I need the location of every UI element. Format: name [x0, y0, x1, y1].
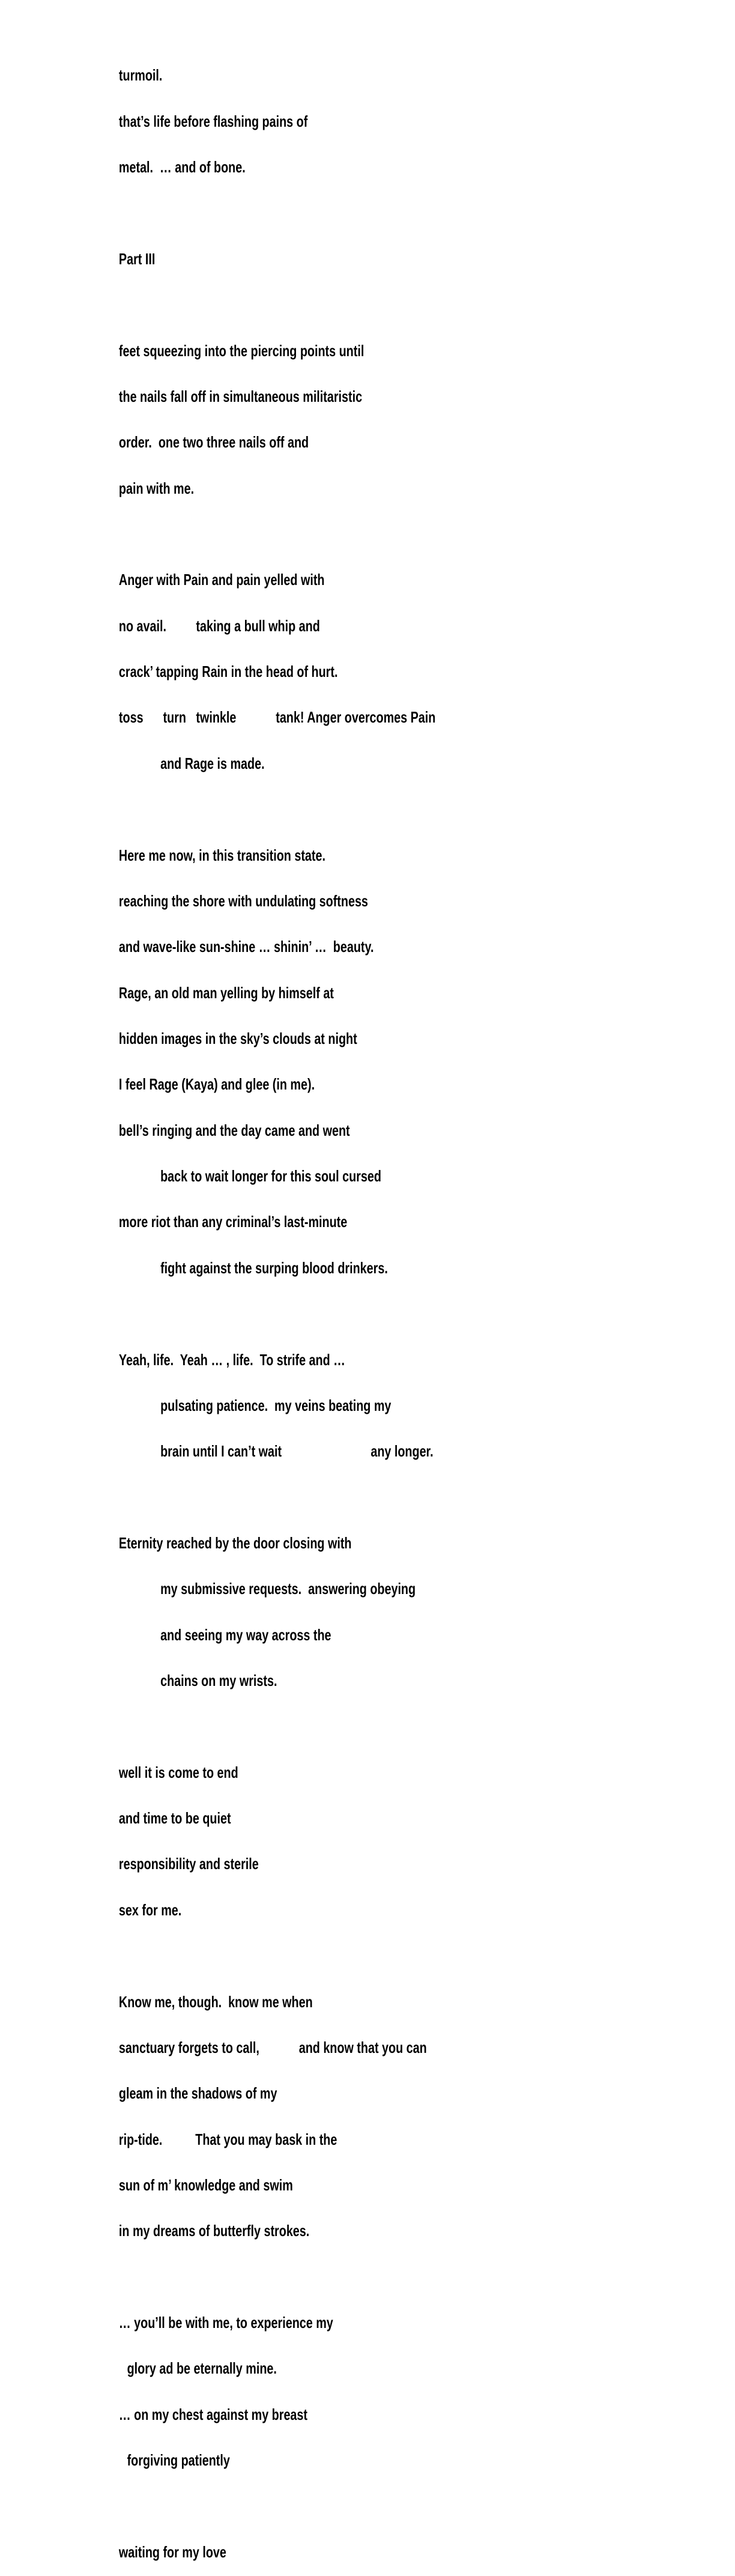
poem-line-text: Yeah, life. Yeah … , life. To strife and …	[118, 1350, 345, 1369]
poem-line-text: … on my chest against my breast	[118, 2405, 307, 2423]
poem-line-text	[119, 2497, 122, 2515]
poem-line	[92, 832, 686, 878]
poem-line	[92, 1383, 686, 1428]
poem-line-text: the nails fall off in simultaneous militaristic	[118, 387, 363, 405]
poem-line	[92, 420, 686, 465]
poem-line-text: toss turn twinkle tank! Anger overcomes Pain	[118, 708, 436, 727]
poem-line	[92, 512, 686, 557]
poem-line	[92, 1796, 686, 1841]
poem-line-text: forgiving patiently	[127, 2451, 230, 2470]
poem-line	[92, 2300, 686, 2346]
poem-text-block	[92, 53, 686, 2575]
poem-line-text: pulsating patience. my veins beating my	[160, 1396, 392, 1414]
poem-line-text: … you’ll be with me, to experience my	[118, 2314, 333, 2332]
poem-line	[92, 1245, 686, 1291]
poem-line-text	[119, 1488, 122, 1506]
poem-line-text: turmoil.	[118, 66, 163, 85]
poem-line	[92, 649, 686, 695]
poem-line-text: and time to be quiet	[118, 1809, 231, 1828]
poem-line-text	[119, 1305, 122, 1323]
poem-line-text	[119, 1717, 122, 1735]
poem-line-text: in my dreams of butterfly strokes.	[118, 2222, 310, 2240]
poem-line	[92, 1566, 686, 1612]
poem-line	[92, 557, 686, 603]
poem-line-text: and wave-like sun-shine … shinin’ … beauty.	[118, 938, 374, 956]
poem-line-text: responsibility and sterile	[118, 1855, 259, 1873]
poem-line-text: Know me, though. know me when	[118, 1992, 313, 2011]
poem-line-text: bell’s ringing and the day came and went	[118, 1121, 350, 1139]
poem-line-text: sex for me.	[118, 1900, 182, 1919]
poem-line-text	[119, 295, 122, 314]
poem-line	[92, 2117, 686, 2162]
poem-line	[92, 2438, 686, 2484]
poem-line	[92, 970, 686, 1016]
poem-line-text: glory ad be eternally mine.	[127, 2359, 277, 2378]
poem-line	[92, 98, 686, 144]
poem-line-text: crack’ tapping Rain in the head of hurt.	[118, 662, 338, 681]
poem-line-text: waiting for my love	[118, 2542, 226, 2561]
poem-line-text: my submissive requests. answering obeying	[160, 1580, 416, 1598]
poem-line	[92, 1108, 686, 1153]
poem-line	[92, 1429, 686, 1474]
poem-line-text: rip-tide. That you may bask in the	[118, 2130, 337, 2148]
poem-line	[92, 2071, 686, 2117]
poem-line-text: chains on my wrists.	[160, 1671, 277, 1690]
poem-line	[92, 2208, 686, 2254]
poem-line	[92, 2392, 686, 2437]
poem-line	[92, 1612, 686, 1658]
poem-line	[92, 1933, 686, 1979]
poem-line-text: fight against the surping blood drinkers.	[160, 1258, 388, 1277]
poem-line-text: Part III	[118, 249, 156, 268]
poem-line	[92, 2025, 686, 2070]
poem-line-text: Eternity reached by the door closing with	[118, 1533, 352, 1552]
poem-line-text: and Rage is made.	[160, 754, 265, 772]
poem-line	[92, 787, 686, 832]
poem-line	[92, 1154, 686, 1199]
poem-line	[92, 282, 686, 328]
poem-line	[92, 1521, 686, 1566]
poem-line	[92, 1704, 686, 1750]
poem-line-text	[119, 525, 122, 543]
poem-line-text: gleam in the shadows of my	[118, 2084, 277, 2103]
poem-line	[92, 695, 686, 741]
poem-line-text: reaching the shore with undulating softness	[118, 891, 368, 910]
poem-line	[92, 924, 686, 970]
poem-line	[92, 878, 686, 924]
poem-line-text: hidden images in the sky’s clouds at night	[118, 1029, 357, 1047]
poem-line-text: order. one two three nails off and	[118, 433, 309, 452]
poem-line-text	[119, 204, 122, 222]
poem-line	[92, 1979, 686, 2025]
poem-line-text	[119, 1947, 122, 1965]
poem-line	[92, 1062, 686, 1108]
poem-line-text: metal. … and of bone.	[118, 158, 246, 177]
poem-line	[92, 2529, 686, 2575]
poem-line	[92, 190, 686, 236]
poem-line	[92, 603, 686, 649]
poem-line	[92, 2346, 686, 2392]
poem-line	[92, 236, 686, 282]
poem-line	[92, 1291, 686, 1337]
poem-line-text	[119, 2268, 122, 2286]
poem-line-text: no avail. taking a bull whip and	[118, 616, 320, 635]
poem-line	[92, 374, 686, 420]
poem-line-text: more riot than any criminal’s last-minute	[118, 1213, 348, 1231]
poem-line	[92, 1016, 686, 1062]
poem-line-text: well it is come to end	[118, 1763, 238, 1781]
poem-line-text: sun of m’ knowledge and swim	[118, 2175, 293, 2194]
poem-line	[92, 741, 686, 786]
poem-line	[92, 145, 686, 190]
poem-line-text: back to wait longer for this soul cursed	[160, 1167, 381, 1186]
poem-line-text: and seeing my way across the	[160, 1625, 331, 1644]
poem-line	[92, 2254, 686, 2300]
poem-line	[92, 53, 686, 98]
poem-line	[92, 1337, 686, 1383]
poem-line	[92, 328, 686, 374]
poem-line-text: Here me now, in this transition state.	[118, 846, 325, 864]
poem-line	[92, 465, 686, 511]
poem-line-text: pain with me.	[118, 479, 195, 497]
poem-line	[92, 1887, 686, 1933]
poem-line-text: I feel Rage (Kaya) and glee (in me).	[118, 1075, 315, 1094]
poem-line	[92, 2484, 686, 2529]
poem-line-text: sanctuary forgets to call, and know that you can	[118, 2038, 427, 2056]
poem-line-text: that’s life before flashing pains of	[118, 112, 308, 130]
poem-line	[92, 1841, 686, 1887]
poem-line-text	[119, 800, 122, 818]
poem-line-text: brain until I can’t wait any longer.	[160, 1442, 434, 1461]
poem-line-text: feet squeezing into the piercing points until	[118, 341, 364, 360]
poem-line	[92, 1658, 686, 1704]
poem-line-text: Anger with Pain and pain yelled with	[118, 571, 325, 589]
poem-line-text: Rage, an old man yelling by himself at	[118, 983, 334, 1002]
poem-line	[92, 1750, 686, 1795]
poem-line	[92, 1474, 686, 1520]
poem-line	[92, 1199, 686, 1245]
poem-line	[92, 2163, 686, 2208]
